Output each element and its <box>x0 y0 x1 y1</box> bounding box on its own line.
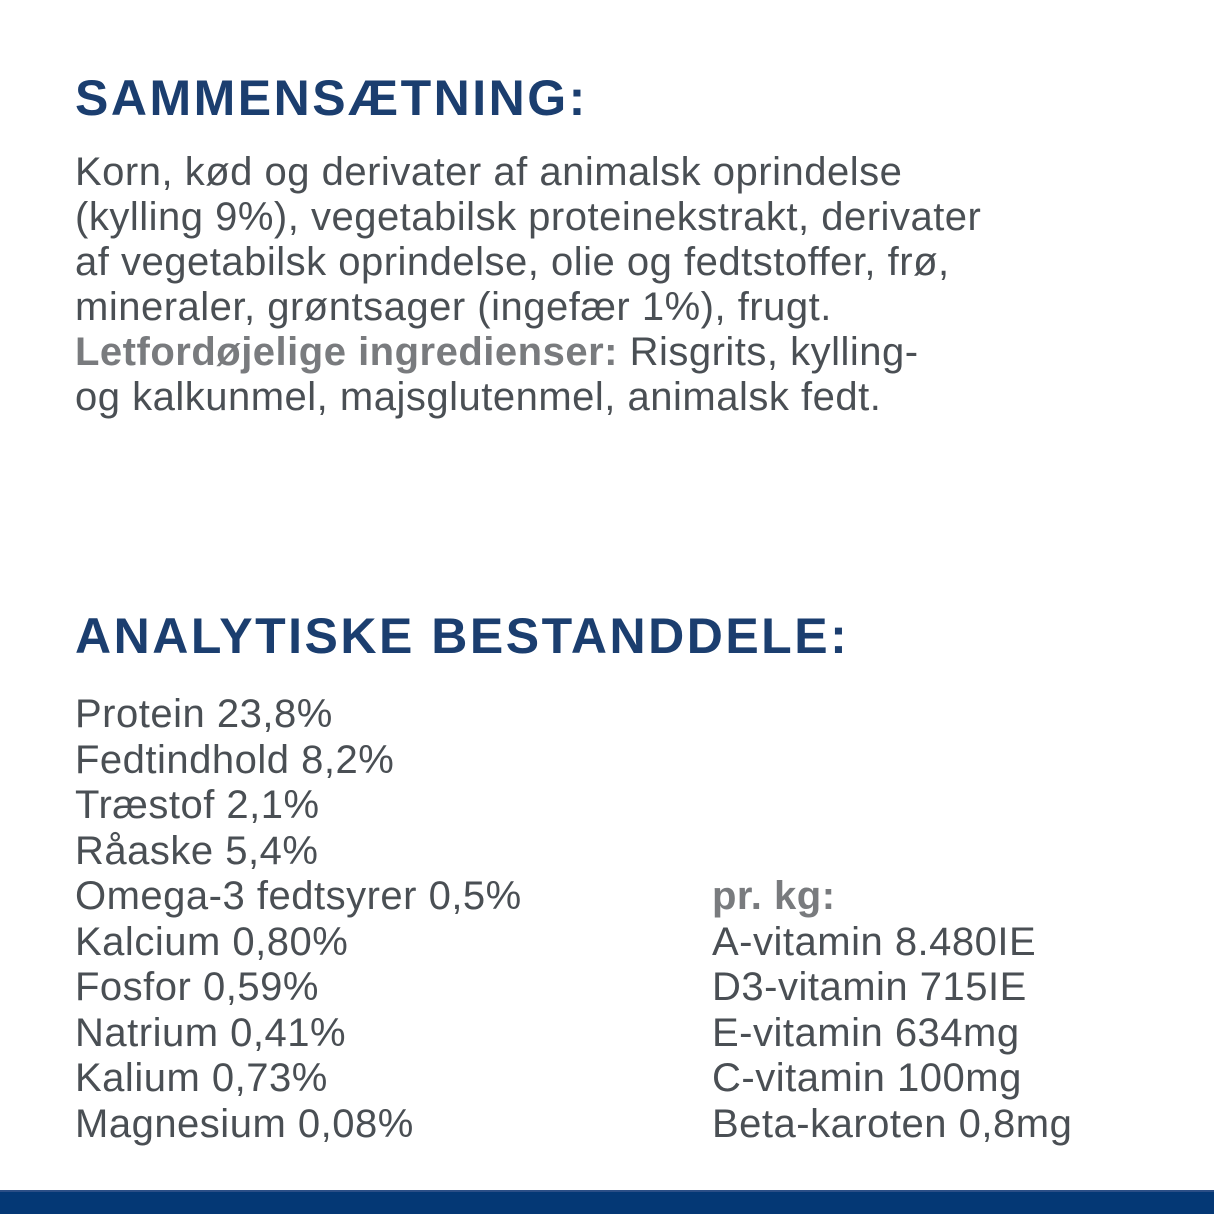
analytics-item: Råaske 5,4% <box>75 828 319 873</box>
analytics-left-column <box>75 692 522 1147</box>
composition-line: Korn, kød og derivater af animalsk oprindelse <box>75 150 903 194</box>
vitamin-item: A-vitamin 8.480IE <box>712 919 1037 964</box>
analytics-item: Protein 23,8% <box>75 692 333 736</box>
analytics-item: Natrium 0,41% <box>75 1010 347 1055</box>
analytics-item: Fosfor 0,59% <box>75 965 319 1009</box>
analytics-item: Træstof 2,1% <box>75 783 320 827</box>
analytics-item: Omega-3 fedtsyrer 0,5% <box>75 874 522 918</box>
footer-bar <box>0 1190 1214 1214</box>
analytics-heading: ANALYTISKE BESTANDDELE: <box>75 608 850 664</box>
vitamin-item: E-vitamin 634mg <box>712 1010 1020 1055</box>
composition-line: (kylling 9%), vegetabilsk proteinekstrakt, derivater <box>75 195 982 239</box>
digestible-ingredients-text: Risgrits, kylling- <box>617 330 919 374</box>
composition-line: af vegetabilsk oprindelse, olie og fedtstoffer, frø, <box>75 240 950 284</box>
vitamin-item: C-vitamin 100mg <box>712 1056 1022 1100</box>
composition-line <box>75 330 981 375</box>
composition-line: mineraler, grøntsager (ingefær 1%), frugt. <box>75 285 832 329</box>
analytics-right-column <box>712 874 1072 1147</box>
per-kg-label: pr. kg: <box>712 874 836 918</box>
vitamin-item: D3-vitamin 715IE <box>712 965 1027 1009</box>
analytics-item: Kalcium 0,80% <box>75 919 349 964</box>
vitamin-item: Beta-karoten 0,8mg <box>712 1101 1073 1146</box>
analytics-item: Fedtindhold 8,2% <box>75 737 395 782</box>
analytics-item: Kalium 0,73% <box>75 1056 328 1100</box>
composition-heading: SAMMENSÆTNING: <box>75 70 588 126</box>
composition-line: og kalkunmel, majsglutenmel, animalsk fedt. <box>75 375 882 419</box>
composition-text <box>75 150 981 420</box>
digestible-ingredients-label: Letfordøjelige ingredienser: <box>75 330 618 374</box>
analytics-item: Magnesium 0,08% <box>75 1101 414 1146</box>
